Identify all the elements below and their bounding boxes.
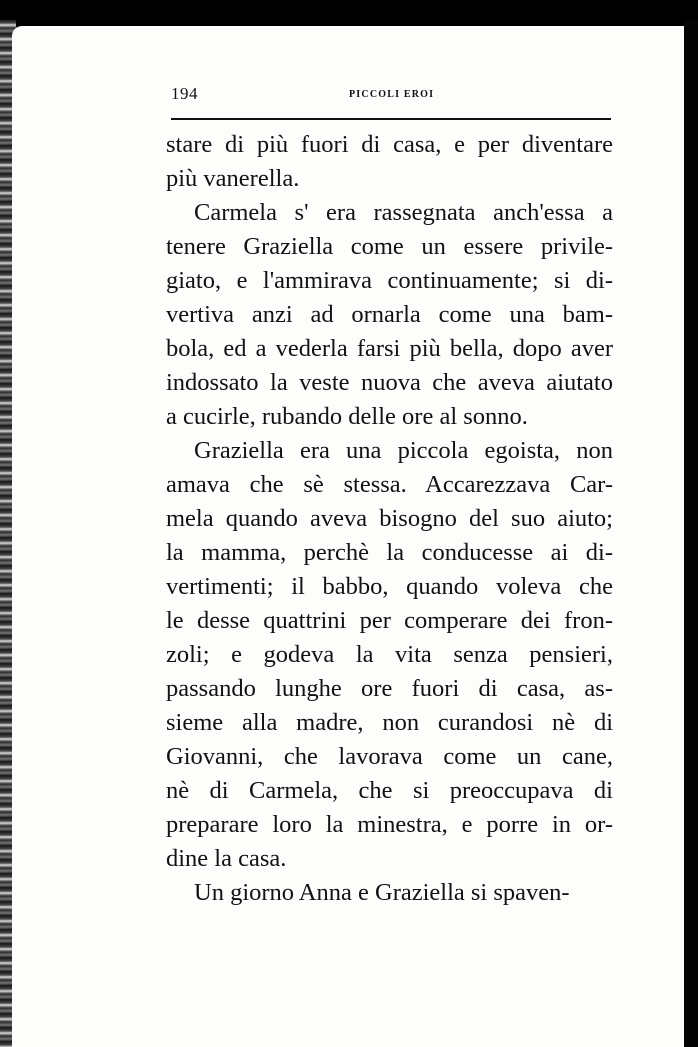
text-line: a cucirle, rubando delle ore al sonno. — [166, 403, 528, 430]
text-line: stare di più fuori di casa, e per diventare — [166, 131, 613, 158]
running-head: PICCOLI EROI — [349, 89, 435, 100]
body-text — [166, 128, 613, 910]
header-rule — [171, 118, 611, 120]
text-line: vertimenti; il babbo, quando voleva che — [166, 573, 613, 600]
text-line: Graziella era una piccola egoista, non — [194, 437, 613, 464]
page-number: 194 — [171, 84, 198, 103]
text-line: amava che sè stessa. Accarezzava Car- — [166, 471, 613, 498]
scan-border — [684, 20, 698, 1047]
text-line: dine la casa. — [166, 845, 287, 872]
text-line: indossato la veste nuova che aveva aiutato — [166, 369, 613, 396]
text-line: le desse quattrini per comperare dei fron- — [166, 607, 613, 634]
text-line: Giovanni, che lavorava come un cane, — [166, 743, 613, 770]
text-line: Un giorno Anna e Graziella si spaven- — [194, 879, 570, 906]
text-line: zoli; e godeva la vita senza pensieri, — [166, 641, 613, 668]
text-line: passando lunghe ore fuori di casa, as- — [166, 675, 613, 702]
text-line: vertiva anzi ad ornarla come una bam- — [166, 301, 613, 328]
text-line: la mamma, perchè la conducesse ai di- — [166, 539, 613, 566]
text-line: Carmela s' era rassegnata anch'essa a — [194, 199, 613, 226]
page-header — [171, 84, 611, 108]
text-line: sieme alla madre, non curandosi nè di — [166, 709, 613, 736]
text-line: giato, e l'ammirava continuamente; si di- — [166, 267, 613, 294]
text-line: bola, ed a vederla farsi più bella, dopo aver — [166, 335, 613, 362]
text-line: più vanerella. — [166, 165, 300, 192]
text-line: nè di Carmela, che si preoccupava di — [166, 777, 613, 804]
text-line: preparare loro la minestra, e porre in or- — [166, 811, 613, 838]
text-line: tenere Graziella come un essere privile- — [166, 233, 613, 260]
text-line: mela quando aveva bisogno del suo aiuto; — [166, 505, 613, 532]
